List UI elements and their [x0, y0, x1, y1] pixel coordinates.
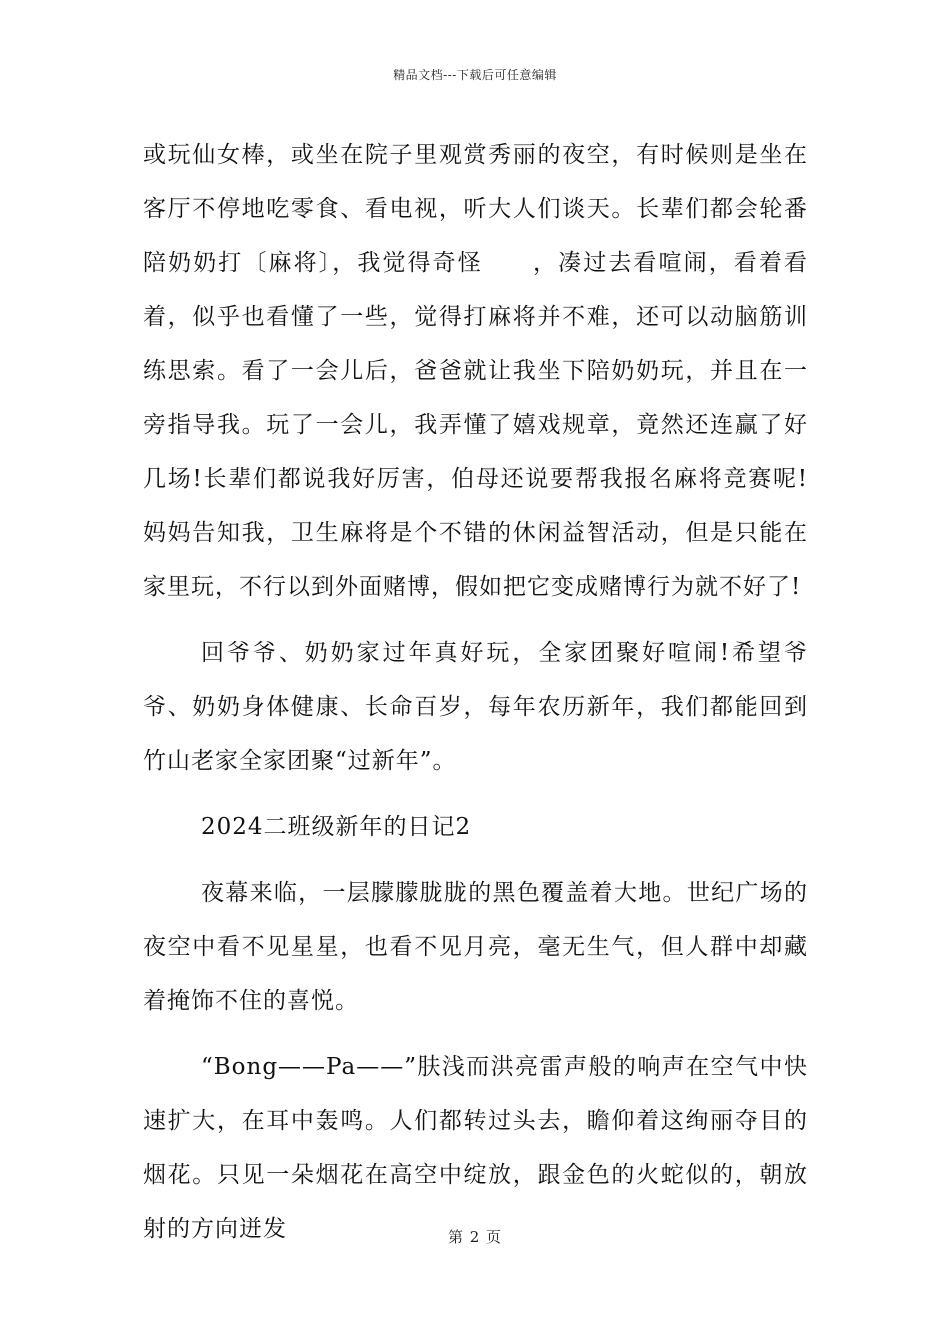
document-body — [143, 128, 808, 1256]
page-number: 第 2 页 — [447, 1228, 503, 1246]
paragraph-4: “Bong——Pa——”肤浅而洪亮雷声般的响声在空气中快速扩大，在耳中轰鸣。人们都转过头去，瞻仰着这绚丽夺目的烟花。只见一朵烟花在高空中绽放，跟金色的火蛇似的，朝放射的方向迸发 — [143, 1054, 808, 1242]
paragraph-2: 回爷爷、奶奶家过年真好玩，全家团聚好喧闹!希望爷爷、奶奶身体健康、长命百岁，每年农历新年，我们都能回到竹山老家全家团聚“过新年”。 — [143, 640, 808, 774]
paragraph-spacer — [143, 1028, 808, 1040]
paragraph-1: 或玩仙女棒，或坐在院子里观赏秀丽的夜空，有时候则是坐在客厅不停地吃零食、看电视，听大人们谈天。长辈们都会轮番陪奶奶打〔麻将〕，我觉得奇怪 ，凑过去看喧闹，看着看着，似乎也看懂了一些，觉得打麻将并不难，还可以动脑筋训练思索。看了一会儿后，爸爸就让我坐下陪奶奶玩，并且在一旁指导我。玩了一会儿，我弄懂了嬉戏规章，竟然还连赢了好几场!长辈们都说我好厉害，伯母还说要帮我报名麻将竞赛呢!妈妈告知我，卫生麻将是个不错的休闲益智活动，但是只能在家里玩，不行以到外面赌博，假如把它变成赌博行为就不好了! — [143, 142, 808, 600]
section-heading: 2024二班级新年的日记2 — [201, 814, 472, 840]
paragraph-spacer — [143, 854, 808, 866]
paragraph-spacer — [143, 614, 808, 626]
paragraph-spacer — [143, 788, 808, 800]
paragraph-3: 夜幕来临，一层朦朦胧胧的黑色覆盖着大地。世纪广场的夜空中看不见星星，也看不见月亮，毫无生气，但人群中却藏着掩饰不住的喜悦。 — [143, 880, 808, 1014]
page-header: 精品文档---下载后可任意编辑 — [393, 68, 557, 82]
